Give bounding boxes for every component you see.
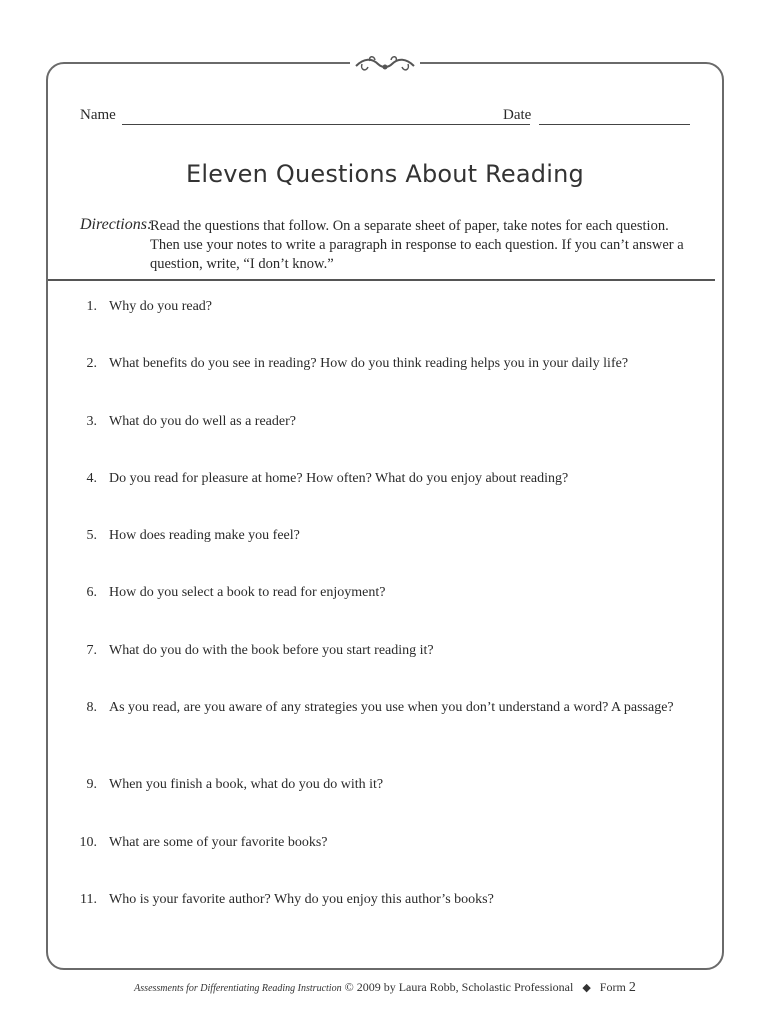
- directions-text: Read the questions that follow. On a separate sheet of paper, take notes for each question. Then use your notes to write a paragraph in response to each question. If you can’t answer a question, write, “I don’t know.”: [150, 218, 684, 272]
- name-field-line: [122, 124, 530, 125]
- page-footer: [0, 980, 770, 996]
- question-number: 1.: [86, 299, 97, 314]
- name-date-row: [80, 107, 692, 129]
- question-number: 8.: [86, 700, 97, 715]
- question-text: When you finish a book, what do you do with it?: [109, 777, 384, 792]
- section-divider: [48, 279, 715, 281]
- question-number: 6.: [86, 585, 97, 600]
- page-title: Eleven Questions About Reading: [186, 160, 584, 188]
- question-text: What do you do well as a reader?: [109, 414, 296, 429]
- question-number: 3.: [86, 414, 97, 429]
- question-text: How does reading make you feel?: [109, 528, 300, 543]
- diamond-icon: ◆: [582, 982, 591, 994]
- question-number: 5.: [86, 528, 97, 543]
- question-text: How do you select a book to read for enjoyment?: [109, 585, 386, 600]
- question-number: 9.: [86, 777, 97, 792]
- question-number: 7.: [86, 643, 97, 658]
- footer-form-number: 2: [628, 980, 636, 995]
- question-number: 11.: [80, 892, 97, 907]
- question-text: Do you read for pleasure at home? How often? What do you enjoy about reading?: [109, 471, 569, 486]
- name-label: Name: [80, 107, 116, 123]
- vine-ornament-icon: [350, 52, 420, 76]
- footer-book-title: Assessments for Differentiating Reading Instruction: [134, 983, 342, 994]
- date-label: Date: [503, 107, 532, 123]
- question-text: What do you do with the book before you start reading it?: [109, 643, 434, 658]
- footer-copyright: © 2009 by Laura Robb, Scholastic Professional: [344, 980, 574, 994]
- date-field-line: [539, 124, 690, 125]
- question-text: Why do you read?: [109, 299, 213, 314]
- question-text: As you read, are you aware of any strategies you use when you don’t understand a word? A passage?: [109, 700, 674, 715]
- question-number: 10.: [79, 835, 97, 850]
- footer-form-label: Form: [599, 980, 626, 994]
- question-text: What are some of your favorite books?: [109, 835, 328, 850]
- question-number: 4.: [86, 471, 97, 486]
- question-text: What benefits do you see in reading? How do you think reading helps you in your daily life?: [109, 356, 629, 371]
- directions-label: Directions:: [80, 216, 153, 233]
- question-text: Who is your favorite author? Why do you enjoy this author’s books?: [109, 892, 494, 907]
- question-number: 2.: [86, 356, 97, 371]
